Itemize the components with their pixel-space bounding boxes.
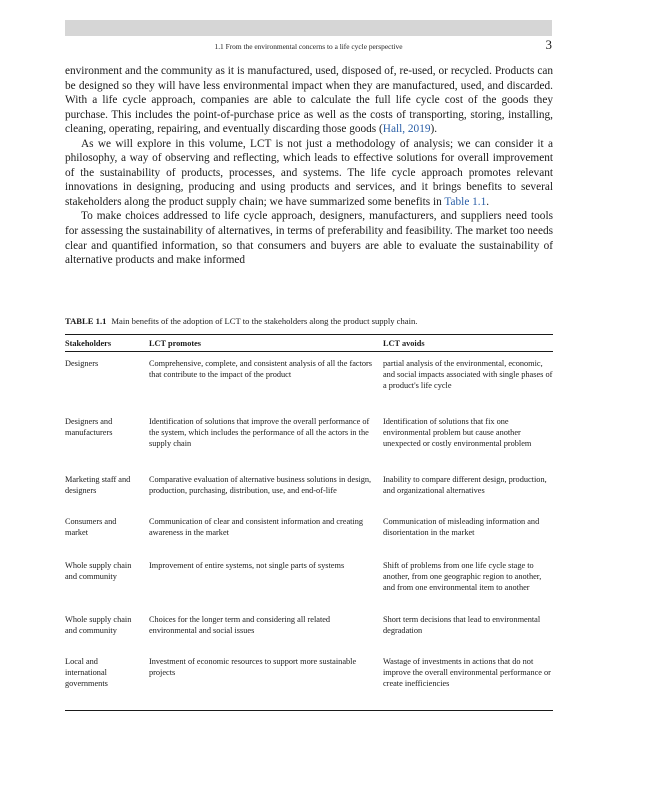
table-row	[65, 352, 553, 411]
promotes-cell: Identification of solutions that improve the overall performance of the system, which includes the performance of all the actors in the supply chain	[149, 417, 370, 448]
stakeholders-cell: Designers	[65, 359, 99, 368]
table-row	[65, 554, 553, 608]
header-lct-avoids: LCT avoids	[383, 335, 553, 352]
avoids-cell: Inability to compare different design, production, and organizational alternatives	[383, 475, 547, 495]
promotes-cell: Communication of clear and consistent information and creating awareness in the market	[149, 517, 364, 537]
header-band	[65, 20, 552, 36]
stakeholders-cell: Marketing staff and designers	[65, 475, 131, 495]
avoids-cell: Shift of problems from one life cycle stage to another, from one geographic region to another, and from one environmental item to another	[383, 561, 542, 592]
header-lct-promotes: LCT promotes	[149, 335, 383, 352]
promotes-cell: Comparative evaluation of alternative business solutions in design, production, purchasing, distribution, use, and end-of-life	[149, 475, 372, 495]
stakeholders-cell: Consumers and market	[65, 517, 117, 537]
table-row	[65, 468, 553, 510]
promotes-cell: Investment of economic resources to support more sustainable projects	[149, 650, 383, 711]
table-row	[65, 510, 553, 554]
stakeholders-cell: Whole supply chain and community	[65, 561, 132, 581]
table-header-row	[65, 335, 553, 352]
paragraph-2-text: As we will explore in this volume, LCT is not just a methodology of analysis; we can consider it a philosophy, a way of observing and reflecting, which leads to effective solutions for overall improvement of the sustainability of products, processes, and systems. The life cycle approach promotes relevant innovations in designing, producing and using products and services, and it brings benefits to several stakeholders along the product supply chain; we have summarized some benefits in	[65, 137, 553, 208]
header-stakeholders: Stakeholders	[65, 335, 149, 352]
table-caption-text: Main benefits of the adoption of LCT to the stakeholders along the product supply chain.	[111, 316, 418, 326]
avoids-cell: Communication of misleading information and disorientation in the market	[383, 517, 540, 537]
table-label: TABLE 1.1	[65, 316, 107, 326]
table-row	[65, 410, 553, 468]
avoids-cell: Wastage of investments in actions that do not improve the overall environmental performance or create inefficiencies	[383, 650, 553, 711]
avoids-cell: partial analysis of the environmental, economic, and social impacts associated with single phases of a product's life cycle	[383, 359, 553, 390]
paragraph-1-end: ).	[430, 123, 438, 136]
benefits-table	[65, 334, 553, 711]
promotes-cell: Comprehensive, complete, and consistent analysis of all the factors that contribute to the impact of the product	[149, 359, 373, 379]
table-row	[65, 650, 553, 711]
avoids-cell: Identification of solutions that fix one environmental problem but cause another unexpected or costly environmental problem	[383, 417, 532, 448]
page-number: 3	[545, 37, 552, 52]
table-row	[65, 608, 553, 650]
paragraph-3: To make choices addressed to life cycle approach, designers, manufacturers, and suppliers need tools for assessing the sustainability of alternatives, in terms of preferability and feasibility. The market too needs clear and quantified information, so that consumers and buyers are able to evaluate the sustainability of alternative products and make informed	[65, 210, 553, 267]
citation-link-hall-2019[interactable]: Hall, 2019	[382, 123, 431, 136]
stakeholders-cell: Whole supply chain and community	[65, 615, 132, 635]
body-text	[65, 64, 553, 268]
avoids-cell: Short term decisions that lead to environmental degradation	[383, 615, 541, 635]
stakeholders-cell: Designers and manufacturers	[65, 417, 113, 437]
table-caption	[65, 315, 553, 327]
promotes-cell: Choices for the longer term and considering all related environmental and social issues	[149, 615, 331, 635]
stakeholders-cell: Local and international governments	[65, 650, 149, 711]
paragraph-1	[65, 64, 553, 137]
promotes-cell: Improvement of entire systems, not single parts of systems	[149, 561, 345, 570]
table-reference-link[interactable]: Table 1.1	[444, 195, 487, 208]
paragraph-2	[65, 137, 553, 210]
paragraph-2-end: .	[486, 195, 490, 208]
paragraph-1-text: environment and the community as it is manufactured, used, disposed of, re-used, or recycled. Products can be designed so they will have less environmental impact when they are manufactured, used, and discarded. With a life cycle approach, companies are able to calculate the full life cycle cost of the goods they purchase. This includes the point-of-purchase price as well as the costs of transporting, storing, installing, cleaning, operating, repairing, and eventually discarding those goods (	[65, 65, 553, 136]
running-header: 1.1 From the environmental concerns to a life cycle perspective	[214, 42, 403, 51]
